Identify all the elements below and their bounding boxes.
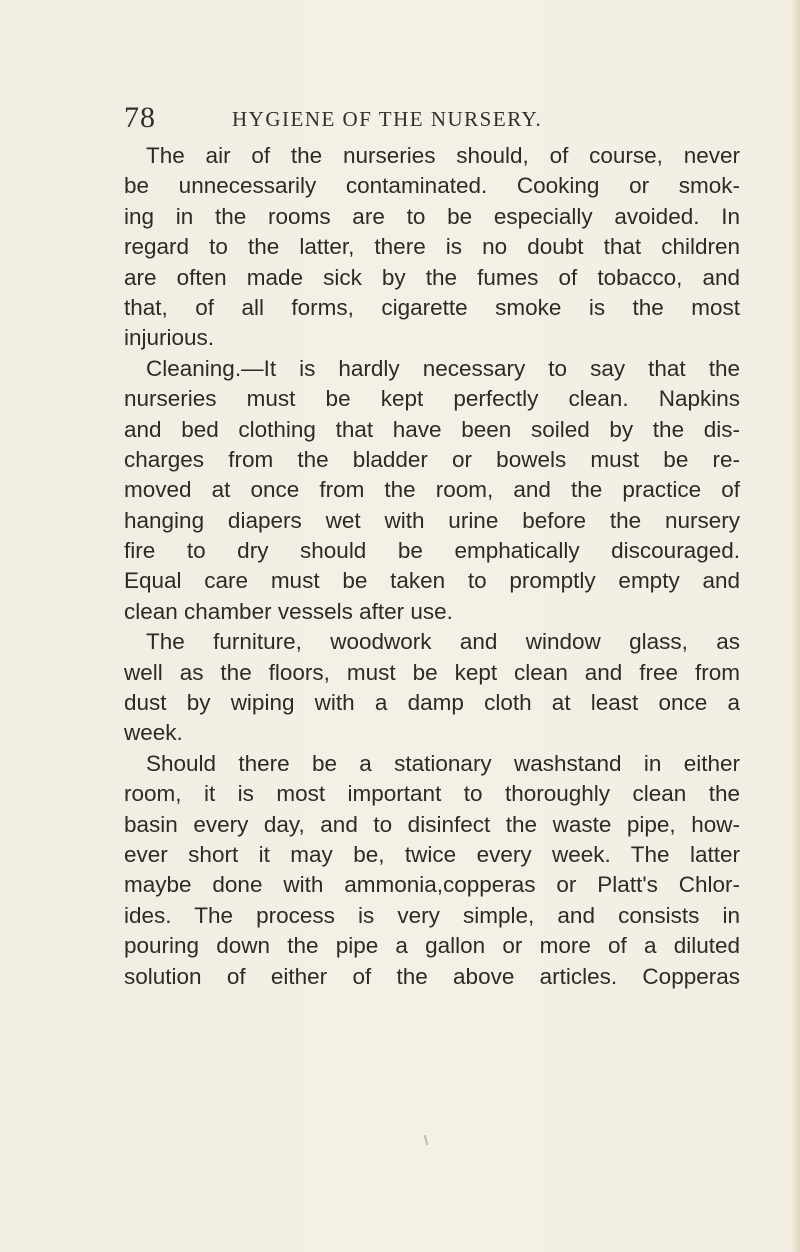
text-line: well as the floors, must be kept clean and free from bbox=[124, 659, 740, 685]
text-line: Cleaning.—It is hardly necessary to say that the bbox=[146, 355, 740, 381]
body-text bbox=[124, 141, 740, 992]
text-line: ing in the rooms are to be especially avoided. In bbox=[124, 203, 740, 229]
text-line: hanging diapers wet with urine before the nursery bbox=[124, 507, 740, 533]
text-line: charges from the bladder or bowels must be re- bbox=[124, 446, 740, 472]
text-line: The air of the nurseries should, of course, never bbox=[146, 143, 740, 168]
text-line: The furniture, woodwork and window glass, as bbox=[146, 629, 740, 655]
text-line: Equal care must be taken to promptly empty and bbox=[124, 568, 740, 594]
text-line: regard to the latter, there is no doubt that children bbox=[124, 234, 740, 260]
page-edge-shadow bbox=[790, 0, 800, 1252]
running-head: HYGIENE OF THE NURSERY. bbox=[232, 107, 543, 131]
page-number: 78 bbox=[124, 101, 156, 134]
text-line: moved at once from the room, and the practice of bbox=[124, 477, 740, 503]
page-header bbox=[124, 100, 744, 136]
text-line: are often made sick by the fumes of tobacco, and bbox=[124, 264, 740, 290]
text-line: nurseries must be kept perfectly clean. Napkins bbox=[124, 386, 740, 412]
paper-speck bbox=[424, 1135, 429, 1145]
text-line: solution of either of the above articles. Copperas bbox=[124, 963, 740, 989]
text-line: injurious. bbox=[124, 325, 215, 351]
text-line: that, of all forms, cigarette smoke is the most bbox=[124, 294, 740, 320]
text-line: be unnecessarily contaminated. Cooking or smok- bbox=[124, 173, 740, 199]
text-line: maybe done with ammonia,copperas or Platt's Chlor- bbox=[124, 872, 740, 898]
text-line: pouring down the pipe a gallon or more of a diluted bbox=[124, 933, 740, 959]
text-line: dust by wiping with a damp cloth at least once a bbox=[124, 690, 740, 716]
text-line: basin every day, and to disinfect the waste pipe, how- bbox=[124, 811, 740, 837]
text-line: room, it is most important to thoroughly clean the bbox=[124, 781, 740, 807]
text-line: ides. The process is very simple, and consists in bbox=[124, 902, 740, 928]
text-line: fire to dry should be emphatically discouraged. bbox=[124, 538, 740, 564]
text-line: and bed clothing that have been soiled by the dis- bbox=[124, 416, 740, 442]
text-line: week. bbox=[124, 720, 183, 746]
text-line: Should there be a stationary washstand in either bbox=[146, 750, 740, 776]
text-line: ever short it may be, twice every week. The latter bbox=[124, 841, 740, 867]
text-line: clean chamber vessels after use. bbox=[124, 598, 453, 624]
